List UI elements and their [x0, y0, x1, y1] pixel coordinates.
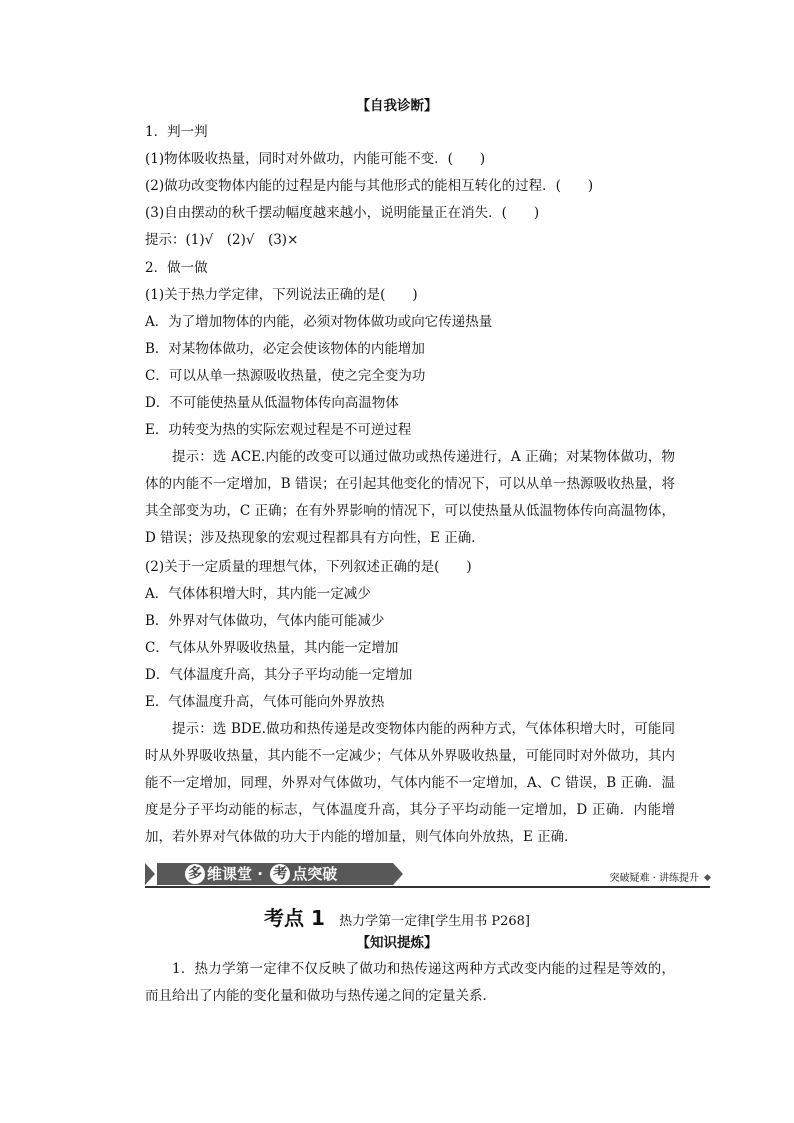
- q2-hint: 提示：选 BDE.做功和热传递是改变物体内能的两种方式，气体体积增大时，可能同时从外界吸收热量，其内能不一定减少；气体从外界吸收热量，可能同时对外做功，其内能不一定增加，同理，外界对气体做功，气体内能不一定增加，A、C 错误，B 正确．温度是分子平均动能的标志，气体温度升高，其分子平均动能一定增加，D 正确．内能增加，若外界对气体做的功大于内能的增加量，则气体向外放热，E 正确．: [145, 721, 675, 845]
- q1-stem: (1)关于热力学定律，下列说法正确的是( ): [145, 287, 418, 303]
- banner-text: 点突破: [292, 865, 338, 883]
- banner-title: [183, 863, 337, 885]
- knowledge-heading: 【知识提炼】: [356, 935, 438, 951]
- q1-option-e: E．功转变为热的实际宏观过程是不可逆过程: [145, 422, 412, 438]
- q2-stem: (2)关于一定质量的理想气体，下列叙述正确的是( ): [145, 559, 472, 575]
- banner-underline: [145, 886, 710, 888]
- topic-subtitle: 热力学第一定律[学生用书 P268]: [339, 914, 531, 929]
- diamond-icon: [704, 874, 711, 881]
- banner-circle-char: 考: [270, 864, 290, 884]
- section-banner: [145, 862, 710, 888]
- q2-option-d: D．气体温度升高，其分子平均动能一定增加: [145, 667, 413, 683]
- q1-hint: 提示：选 ACE.内能的改变可以通过做功或热传递进行，A 正确；对某物体做功，物体的内能不一定增加，B 错误；在引起其他变化的情况下，可以从单一热源吸收热量，将其全部变为功，C 正确；在有外界影响的情况下，可以使热量从低温物体传向高温物体，D 错误；涉及热现象的宏观过程都具有方向性，E 正确．: [145, 449, 675, 546]
- judge-item-3: (3)自由摆动的秋千摆动幅度越来越小，说明能量正在消失．( ): [145, 205, 540, 221]
- q1-option-b: B．对某物体做功，必定会使该物体的内能增加: [145, 341, 425, 357]
- q2-option-c: C．气体从外界吸收热量，其内能一定增加: [145, 640, 399, 656]
- q2-option-b: B．外界对气体做功，气体内能可能减少: [145, 613, 385, 629]
- q1-option-d: D．不可能使热量从低温物体传向高温物体: [145, 395, 399, 411]
- banner-right-label: 突破疑难 · 讲练提升: [609, 873, 699, 884]
- q1-option-c: C．可以从单一热源吸收热量，使之完全变为功: [145, 368, 426, 384]
- banner-circle-char: 多: [185, 864, 205, 884]
- judge-item-2: (2)做功改变物体内能的过程是内能与其他形式的能相互转化的过程．( ): [145, 178, 594, 194]
- banner-chevron: [145, 863, 155, 885]
- topic-label: 考点 1: [263, 906, 325, 930]
- practice-title: 2．做一做: [145, 260, 208, 276]
- judge-hint: 提示：(1)√ (2)√ (3)×: [145, 232, 299, 248]
- q1-option-a: A．为了增加物体的内能，必须对物体做功或向它传递热量: [145, 314, 493, 330]
- judge-title: 1．判一判: [145, 124, 208, 140]
- topic-heading: [0, 902, 794, 931]
- banner-text: 维课堂: [207, 865, 253, 883]
- q2-option-e: E．气体温度升高，气体可能向外界放热: [145, 694, 385, 710]
- banner-separator: ·: [257, 865, 263, 883]
- banner-chevron: [393, 863, 403, 885]
- judge-item-1: (1)物体吸收热量，同时对外做功，内能可能不变．( ): [145, 151, 486, 167]
- banner-right-text: [609, 869, 710, 884]
- knowledge-paragraph-1: 1．热力学第一定律不仅反映了做功和热传递这两种方式改变内能的过程是等效的，而且给出了内能的变化量和做功与热传递之间的定量关系．: [145, 961, 675, 1004]
- q2-option-a: A．气体体积增大时，其内能一定减少: [145, 586, 371, 602]
- self-diagnosis-heading: 【自我诊断】: [356, 98, 438, 114]
